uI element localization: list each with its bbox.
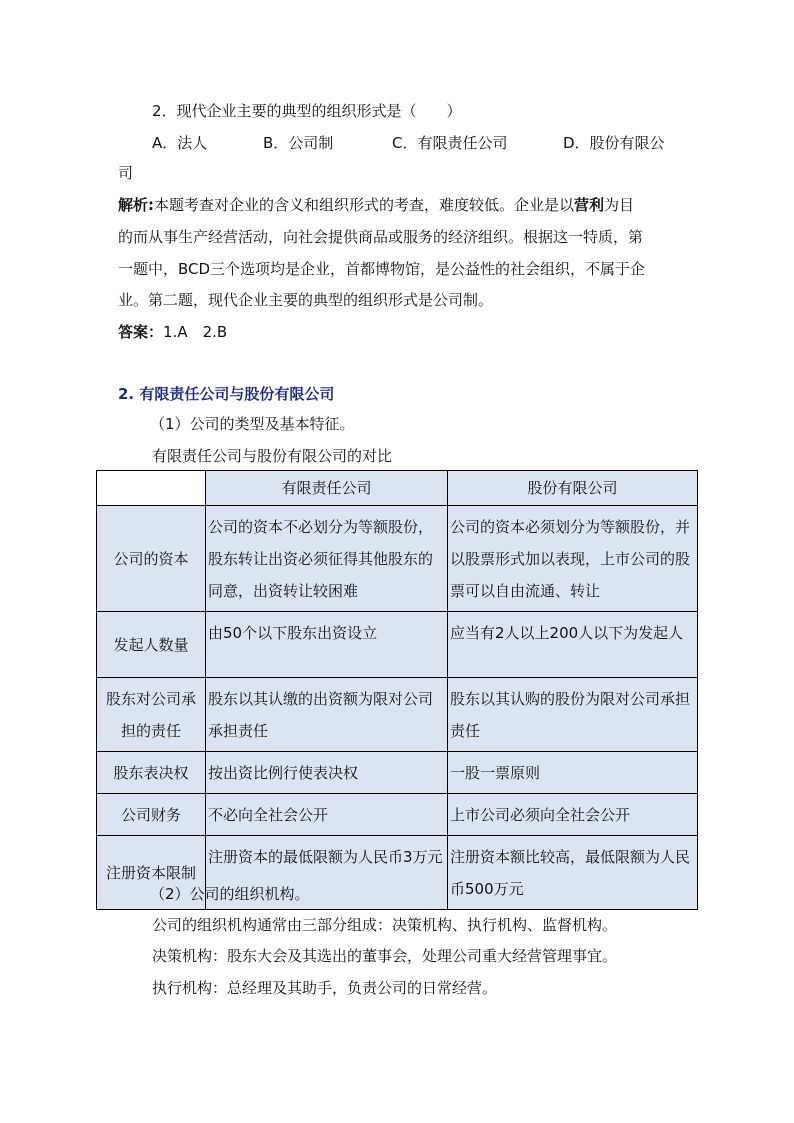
analysis-emphasis: 营利 bbox=[574, 196, 605, 214]
table-cell: 注册资本额比较高，最低限额为人民币500万元 bbox=[448, 836, 698, 910]
table-header-llc: 有限责任公司 bbox=[206, 471, 448, 506]
answer-text: 1.A 2.B bbox=[163, 323, 228, 341]
comparison-table bbox=[96, 470, 698, 910]
table-corner-cell bbox=[97, 471, 206, 506]
paragraph-3: 执行机构：总经理及其助手，负责公司的日常经营。 bbox=[152, 979, 498, 997]
paragraph-1: 公司的组织机构通常由三部分组成：决策机构、执行机构、监督机构。 bbox=[152, 916, 618, 934]
option-c: C．有限责任公司 bbox=[392, 134, 508, 152]
row-header: 股东对公司承担的责任 bbox=[97, 678, 206, 752]
table-row bbox=[97, 506, 698, 612]
row-header: 发起人数量 bbox=[97, 612, 206, 678]
table-cell: 公司的资本必须划分为等额股份，并以股票形式加以表现，上市公司的股票可以自由流通、转让 bbox=[448, 506, 698, 612]
table-cell: 股东以其认缴的出资额为限对公司承担责任 bbox=[206, 678, 448, 752]
table-cell: 公司的资本不必划分为等额股份，股东转让出资必须征得其他股东的同意，出资转让较困难 bbox=[206, 506, 448, 612]
table-row bbox=[97, 612, 698, 678]
option-a: A．法人 bbox=[152, 134, 208, 152]
section-heading: 2. 有限责任公司与股份有限公司 bbox=[118, 385, 335, 403]
table-cell: 不必向全社会公开 bbox=[206, 794, 448, 836]
table-cell: 应当有2人以上200人以下为发起人 bbox=[448, 612, 698, 678]
answer-line bbox=[118, 322, 227, 342]
paragraph-2: 决策机构：股东大会及其选出的董事会，处理公司重大经营管理事宜。 bbox=[152, 947, 618, 965]
table-cell: 一股一票原则 bbox=[448, 752, 698, 794]
row-header: 股东表决权 bbox=[97, 752, 206, 794]
answer-label: 答案： bbox=[118, 323, 164, 341]
option-d: D．股份有限公 bbox=[563, 134, 665, 152]
subsection-1: （1）公司的类型及基本特征。 bbox=[150, 415, 355, 433]
table-caption: 有限责任公司与股份有限公司的对比 bbox=[152, 447, 393, 465]
analysis-label: 解析: bbox=[118, 196, 154, 214]
analysis-line-1: 解析:本题考查对企业的含义和组织形式的考查，难度较低。企业是以营利为目 bbox=[118, 196, 635, 214]
option-b: B．公司制 bbox=[263, 134, 334, 152]
analysis-line-4: 业。第二题，现代企业主要的典型的组织形式是公司制。 bbox=[118, 291, 494, 309]
option-d-wrap: 司 bbox=[118, 164, 134, 182]
analysis-line-2: 的而从事生产经营活动，向社会提供商品或服务的经济组织。根据这一特质，第 bbox=[118, 228, 644, 246]
question-2-stem: 2．现代企业主要的典型的组织形式是（ ） bbox=[152, 102, 462, 120]
row-header: 注册资本限制 bbox=[97, 836, 206, 910]
analysis-line-3: 一题中，BCD三个选项均是企业，首都博物馆，是公益性的社会组织，不属于企 bbox=[118, 260, 646, 278]
table-cell: 股东以其认购的股份为限对公司承担责任 bbox=[448, 678, 698, 752]
table-cell: 上市公司必须向全社会公开 bbox=[448, 794, 698, 836]
table-cell: 注册资本的最低限额为人民币3万元 bbox=[206, 836, 448, 910]
subsection-2: （2）公司的组织机构。 bbox=[150, 885, 310, 903]
row-header: 公司财务 bbox=[97, 794, 206, 836]
table-cell: 按出资比例行使表决权 bbox=[206, 752, 448, 794]
table-header-jsc: 股份有限公司 bbox=[448, 471, 698, 506]
table-row bbox=[97, 752, 698, 794]
table-header-row bbox=[97, 471, 698, 506]
row-header: 公司的资本 bbox=[97, 506, 206, 612]
table-cell: 由50个以下股东出资设立 bbox=[206, 612, 448, 678]
table-row bbox=[97, 678, 698, 752]
table-row bbox=[97, 794, 698, 836]
